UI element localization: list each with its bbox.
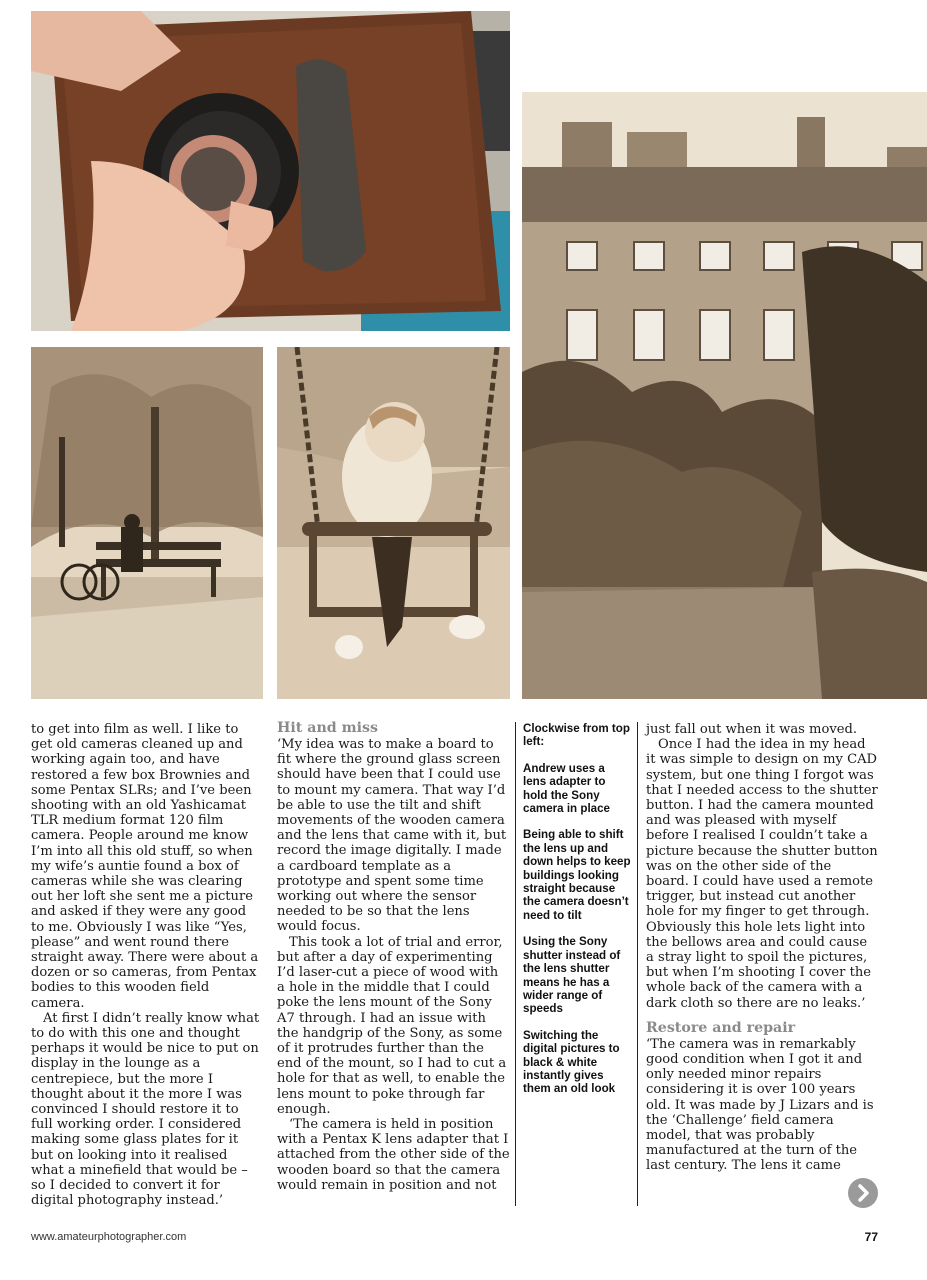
- col1-paragraph-2: At first I didn’t really know what to do with this one and thought perhaps it would be nice to put on display in the lounge as a centrepiece, but the more I thought about it the more I was convinced I should restore it to full working order. I considered making some glass plates for it but on looking into it realised what a minefield that would be – so I decided to convert it for digital photography instead.’: [31, 1010, 260, 1209]
- photo-building: [522, 92, 927, 699]
- building-image: [522, 92, 927, 699]
- caption-intro: Clockwise from top left:: [523, 722, 630, 749]
- caption-1: Andrew uses a lens adapter to hold the Sony camera in place: [523, 761, 611, 816]
- swing-image: [277, 347, 510, 699]
- col4-paragraph-1: just fall out when it was moved.: [646, 722, 858, 737]
- continue-arrow-button[interactable]: [848, 1178, 878, 1208]
- lens-board-image: [31, 11, 510, 331]
- photo-swing: [277, 347, 510, 699]
- photo-lens-board: [31, 11, 510, 331]
- subheading-hit-and-miss: Hit and miss: [277, 720, 379, 736]
- col2-paragraph-1: ‘My idea was to make a board to fit where the ground glass screen should have been that I could use to mount my camera. That way I’d be able to use the tilt and shift movements of the wooden camera and the lens that came with it, but record the image digitally. I made a cardboard template as a prototype and spent some time working out where the sensor needed to be so that the lens would focus.: [277, 737, 507, 935]
- col2-paragraph-3: ‘The camera is held in position with a Pentax K lens adapter that I attached from the other side of the wooden board so that the camera would remain in position and not: [277, 1117, 510, 1193]
- article-column-1: [31, 722, 263, 1209]
- caption-column: [523, 722, 631, 1109]
- photo-bench: [31, 347, 263, 699]
- column-divider-left: [515, 722, 516, 1206]
- column-divider-right: [637, 722, 638, 1206]
- caption-3: Using the Sony shutter instead of the lens shutter means he has a wider range of speeds: [523, 935, 621, 1016]
- col4-paragraph-3: ‘The camera was in remarkably good condition when I got it and only needed minor repairs considering it is over 100 years old. It was made by J Lizars and is the ‘Challenge’ field camera model, that was probably manufactured at the turn of the last century. The lens it came: [646, 1036, 874, 1174]
- chevron-right-icon: [848, 1178, 878, 1208]
- page-number: 77: [864, 1230, 878, 1244]
- col1-paragraph-1: to get into film as well. I like to get old cameras cleaned up and working again too, and have restored a few box Brownies and some Pentax SLRs; and I’ve been shooting with an old Yashicamat TLR medium format 120 film camera. People around me know I’m into all this old stuff, so when my wife’s auntie found a box of cameras while she was clearing out her loft she sent me a picture and asked if they were any good to me. Obviously I was like “Yes, please” and went round there straight away. There were about a dozen or so cameras, from Pentax bodies to this wooden field camera.: [31, 722, 259, 1011]
- article-column-4: [646, 722, 878, 1174]
- article-column-2: [277, 720, 510, 1193]
- caption-2: Being able to shift the lens up and down helps to keep buildings looking straight because the camera doesn’t need to tilt: [523, 828, 631, 922]
- footer-website-url[interactable]: www.amateurphotographer.com: [31, 1231, 187, 1243]
- subheading-restore-and-repair: Restore and repair: [646, 1019, 796, 1036]
- bench-image: [31, 347, 263, 699]
- caption-4: Switching the digital pictures to black & white instantly gives them an old look: [523, 1028, 620, 1096]
- col4-paragraph-2: Once I had the idea in my head it was simple to design on my CAD system, but one thing I forgot was that I needed access to the shutter button. I had the camera mounted and was pleased with myself before I realised I couldn’t take a picture because the shutter button was on the other side of the board. I could have used a remote trigger, but instead cut another hole for my finger to get through. Obviously this hole lets light into the bellows area and could cause a stray light to spoil the pictures, but when I’m shooting I cover the whole back of the camera with a dark cloth so there are no leaks.’: [646, 737, 878, 1011]
- col2-paragraph-2: This took a lot of trial and error, but after a day of experimenting I’d laser-cut a piece of wood with a hole in the middle that I could poke the lens mount of the Sony A7 through. I had an issue with the handgrip of the Sony, as some of it protrudes further than the end of the mount, so I had to cut a hole for that as well, to enable the lens mount to poke through far enough.: [277, 934, 507, 1117]
